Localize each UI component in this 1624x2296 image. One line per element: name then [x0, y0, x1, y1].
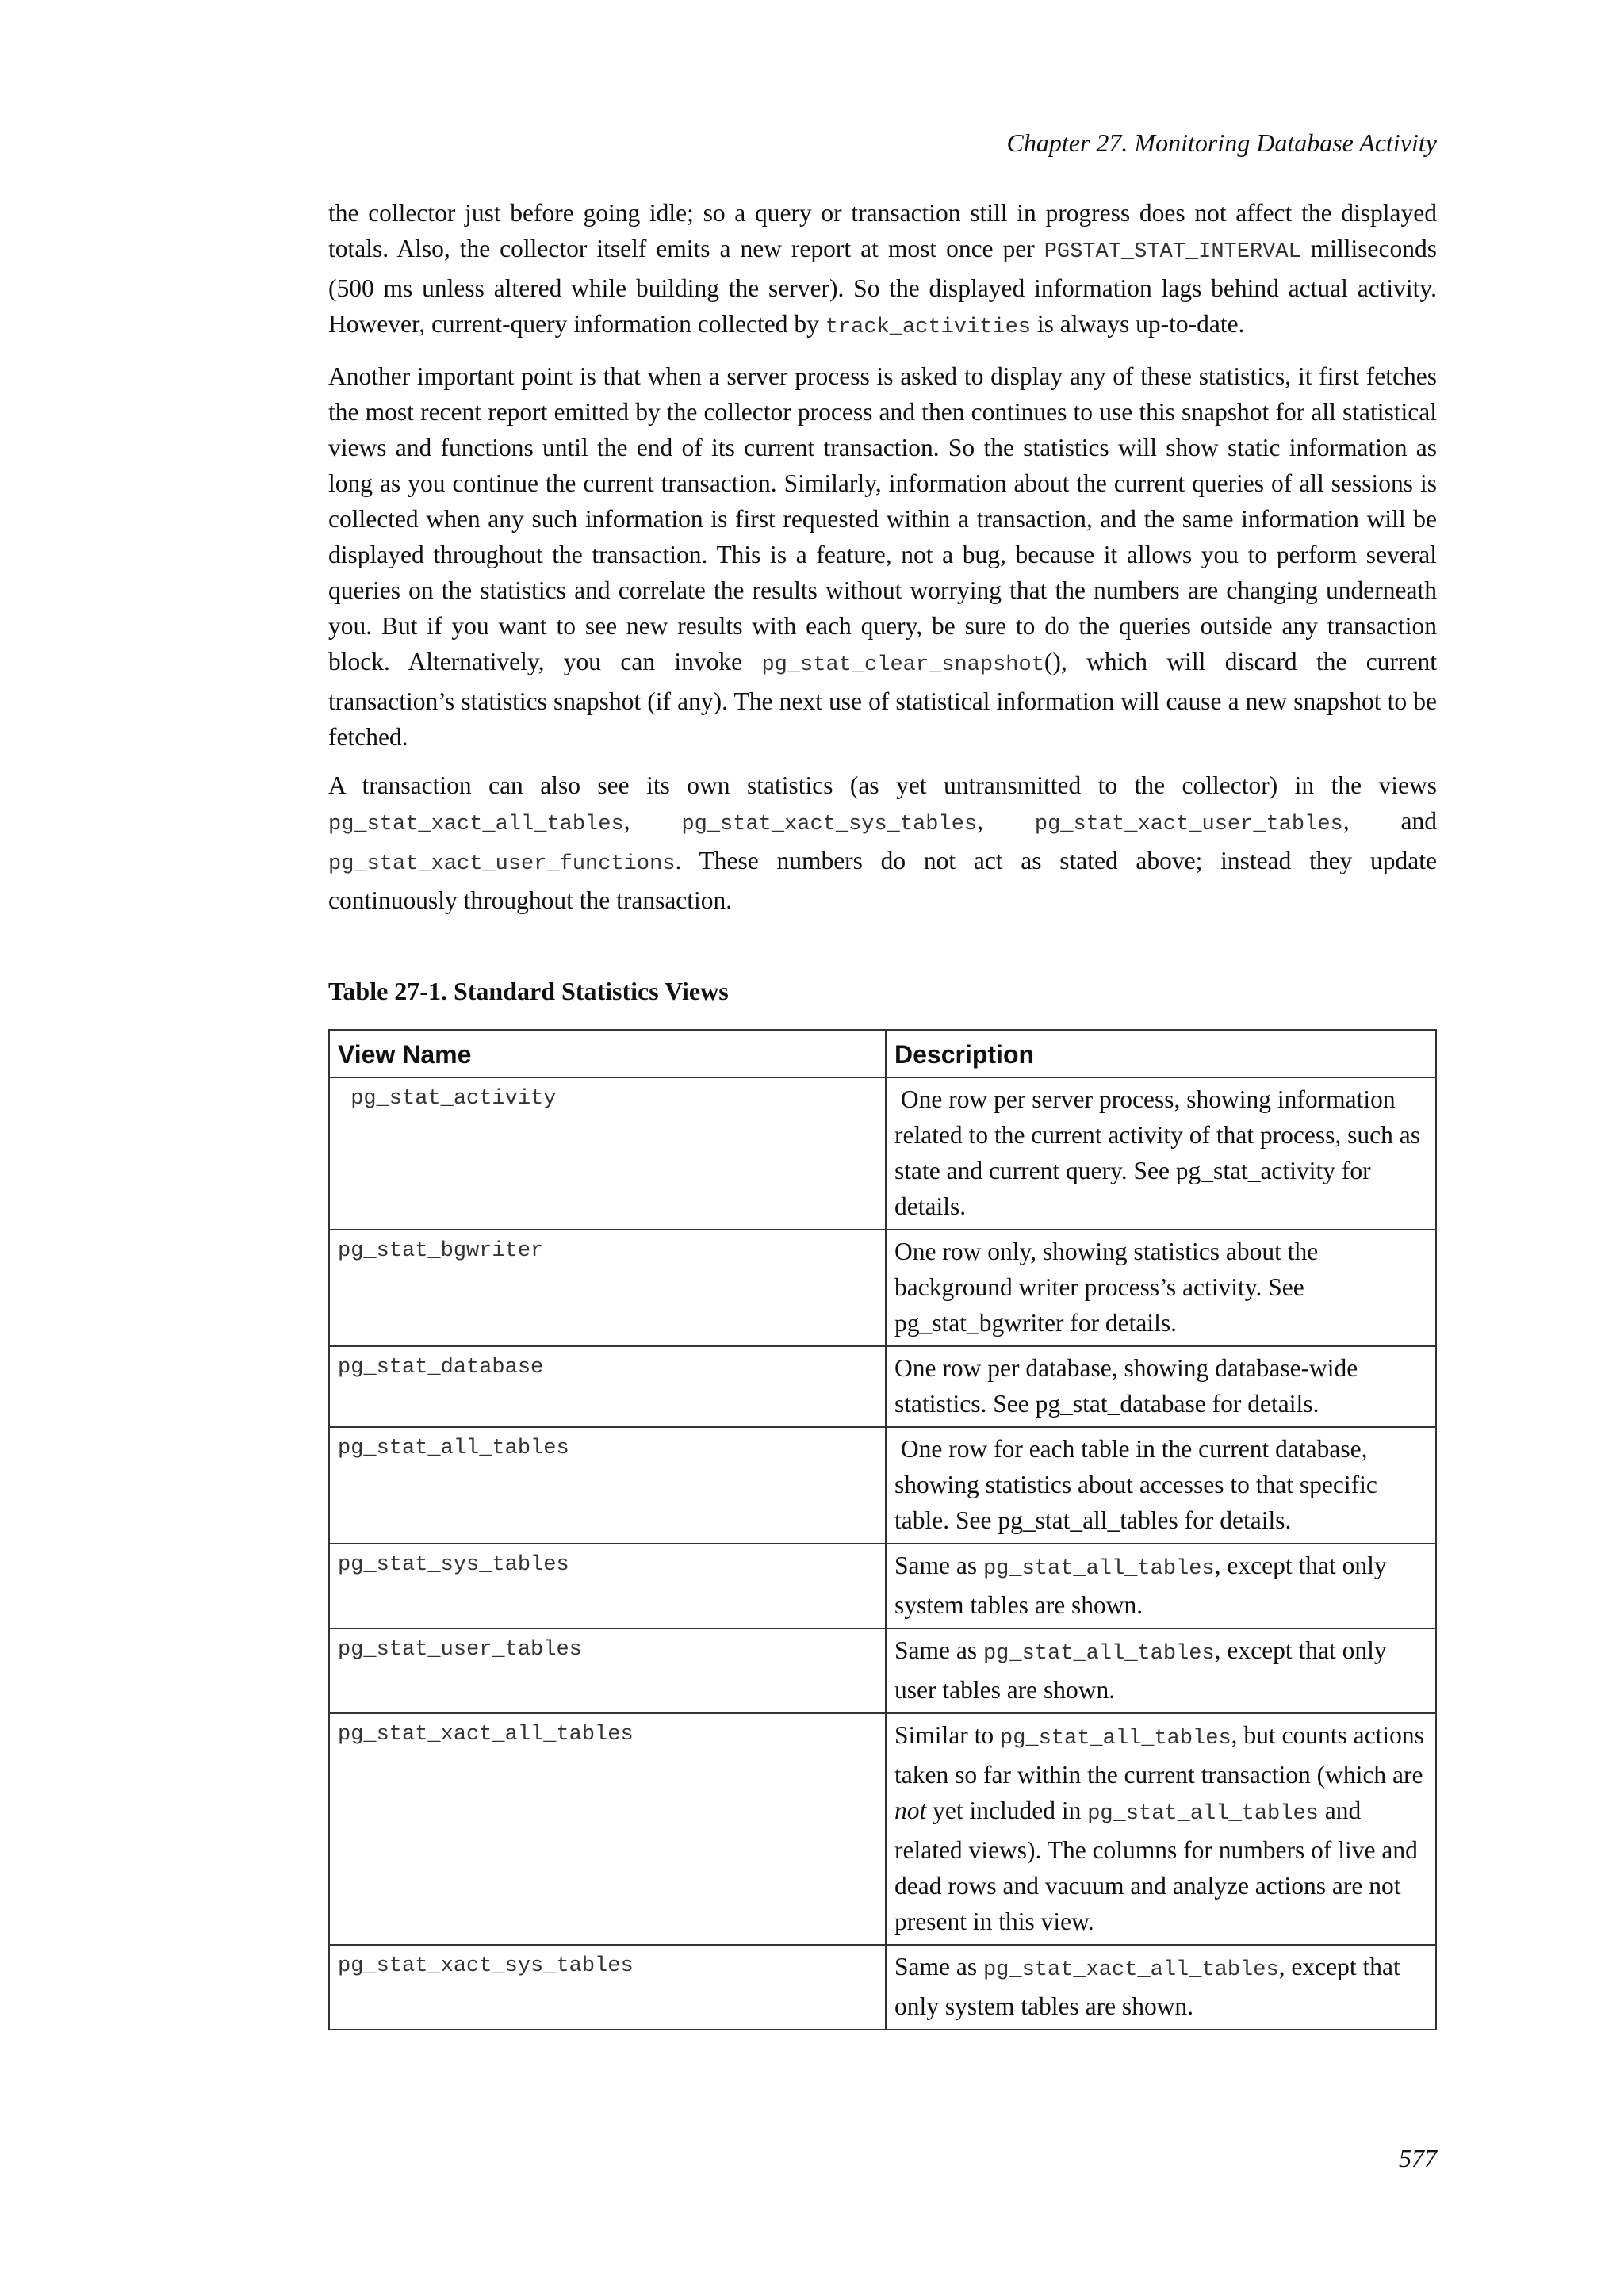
text-run: , except that only user tables are shown. [894, 1636, 1387, 1704]
text-run: Similar to [894, 1721, 1000, 1749]
table-title: Table 27-1. Standard Statistics Views [328, 977, 729, 1005]
inline-code: PGSTAT_STAT_INTERVAL [1044, 240, 1301, 264]
inline-code: pg_stat_all_tables [1000, 1727, 1231, 1751]
view-name: pg_stat_xact_sys_tables [338, 1954, 634, 1978]
inline-code: track_activities [825, 316, 1031, 339]
view-name-cell [329, 1230, 886, 1346]
text-run: milliseconds (500 ms unless altered while building the server). So the displayed information lags behind actual activity. However, current-query information collected by [328, 235, 1437, 338]
running-head: Chapter 27. Monitoring Database Activity [1006, 128, 1437, 157]
paragraph-collector-interval [328, 195, 1437, 346]
body-text [328, 195, 1437, 931]
view-name: pg_stat_xact_all_tables [338, 1723, 634, 1747]
paragraph-xact-views [328, 767, 1437, 918]
description-cell [886, 1628, 1436, 1713]
inline-code: pg_stat_all_tables [982, 1557, 1215, 1581]
column-header-view-name: View Name [329, 1030, 886, 1077]
table-row [329, 1945, 1436, 2030]
description: One row for each table in the current database, showing statistics about accesses to that specific table. See pg_stat_all_tables for details. [894, 1435, 1384, 1534]
text-run: , except that only system tables are shown. [894, 1552, 1387, 1619]
description-cell [886, 1230, 1436, 1346]
table-row [329, 1077, 1436, 1230]
view-name: pg_stat_database [338, 1356, 544, 1380]
table-row [329, 1346, 1436, 1427]
description-cell [886, 1945, 1436, 2030]
description-cell [886, 1427, 1436, 1544]
text-run: . These numbers do not act as stated above; instead they update continuously throughout the transaction. [328, 847, 1437, 914]
view-name-cell [329, 1628, 886, 1713]
description-cell [886, 1077, 1436, 1230]
inline-code: pg_stat_all_tables [1087, 1802, 1319, 1826]
view-name: pg_stat_activity [338, 1087, 557, 1111]
description-cell [886, 1346, 1436, 1427]
text-run: , [623, 807, 682, 835]
inline-code: pg_stat_xact_all_tables [982, 1958, 1279, 1982]
description-cell [886, 1713, 1436, 1945]
text-run: Same as [894, 1953, 983, 1980]
inline-code: pg_stat_xact_all_tables [328, 813, 624, 836]
description-cell [886, 1544, 1436, 1628]
inline-code: pg_stat_clear_snapshot [761, 653, 1044, 677]
emphasis: not [894, 1797, 927, 1824]
table-header-row [329, 1030, 1436, 1077]
column-header-description: Description [886, 1030, 1436, 1077]
inline-code: pg_stat_all_tables [982, 1642, 1215, 1666]
table-row [329, 1628, 1436, 1713]
table-row [329, 1427, 1436, 1544]
text-run: , [977, 807, 1035, 835]
inline-code: pg_stat_xact_sys_tables [681, 813, 978, 836]
inline-code: pg_stat_xact_user_functions [328, 852, 676, 876]
view-name: pg_stat_all_tables [338, 1437, 569, 1460]
view-name: pg_stat_sys_tables [338, 1553, 569, 1577]
text-run: Another important point is that when a server process is asked to display any of these statistics, it first fetches the most recent report emitted by the collector process and then continues to use this snapshot for all statistical views and functions until the end of its current transaction. So the statistics will show static information as long as you continue the current transaction. Similarly, information about the current queries of all sessions is collected when any such information is first requested within a transaction, and the same information will be displayed throughout the transaction. This is a feature, not a bug, because it allows you to perform several queries on the statistics and correlate the results without worrying that the numbers are changing underneath you. But if you want to see new results with each query, be sure to do the queries outside any transaction block. Alternatively, you can invoke [328, 362, 1437, 675]
view-name-cell [329, 1713, 886, 1945]
table-row [329, 1713, 1436, 1945]
view-name-cell [329, 1945, 886, 2030]
description: One row per database, showing database-wide statistics. See pg_stat_database for details. [894, 1354, 1358, 1418]
view-name-cell [329, 1544, 886, 1628]
page-number: 577 [1399, 2144, 1437, 2172]
text-run: A transaction can also see its own statistics (as yet untransmitted to the collector) in the views [328, 771, 1437, 799]
view-name-cell [329, 1346, 886, 1427]
text-run: , and [1342, 807, 1437, 835]
text-run: , but counts actions taken so far within the current transaction (which are [894, 1721, 1424, 1789]
view-name-cell [329, 1077, 886, 1230]
description: One row per server process, showing information related to the current activity of that process, such as state and current query. See pg_stat_activity for details. [894, 1085, 1427, 1220]
text-run: the collector just before going idle; so a query or transaction still in progress does not affect the displayed totals. Also, the collector itself emits a new report at most once per [328, 199, 1437, 262]
text-run: Same as [894, 1636, 983, 1664]
paragraph-snapshot [328, 358, 1437, 755]
view-name: pg_stat_user_tables [338, 1638, 582, 1662]
inline-code: pg_stat_xact_user_tables [1034, 813, 1343, 836]
table-row [329, 1230, 1436, 1346]
text-run: and related views). The columns for numbers of live and dead rows and vacuum and analyze actions are not present in this view. [894, 1797, 1418, 1935]
view-name-cell [329, 1427, 886, 1544]
view-name: pg_stat_bgwriter [338, 1239, 544, 1263]
description: One row only, showing statistics about the background writer process’s activity. See pg_stat_bgwriter for details. [894, 1238, 1319, 1337]
statistics-views-table [328, 1029, 1437, 2030]
text-run: , except that only system tables are shown. [894, 1953, 1400, 2020]
table-row [329, 1544, 1436, 1628]
text-run: is always up-to-date. [1031, 310, 1245, 338]
text-run: (), which will discard the current transaction’s statistics snapshot (if any). The next use of statistical information will cause a new snapshot to be fetched. [328, 648, 1437, 751]
text-run: Same as [894, 1552, 983, 1579]
text-run: yet included in [926, 1797, 1088, 1824]
